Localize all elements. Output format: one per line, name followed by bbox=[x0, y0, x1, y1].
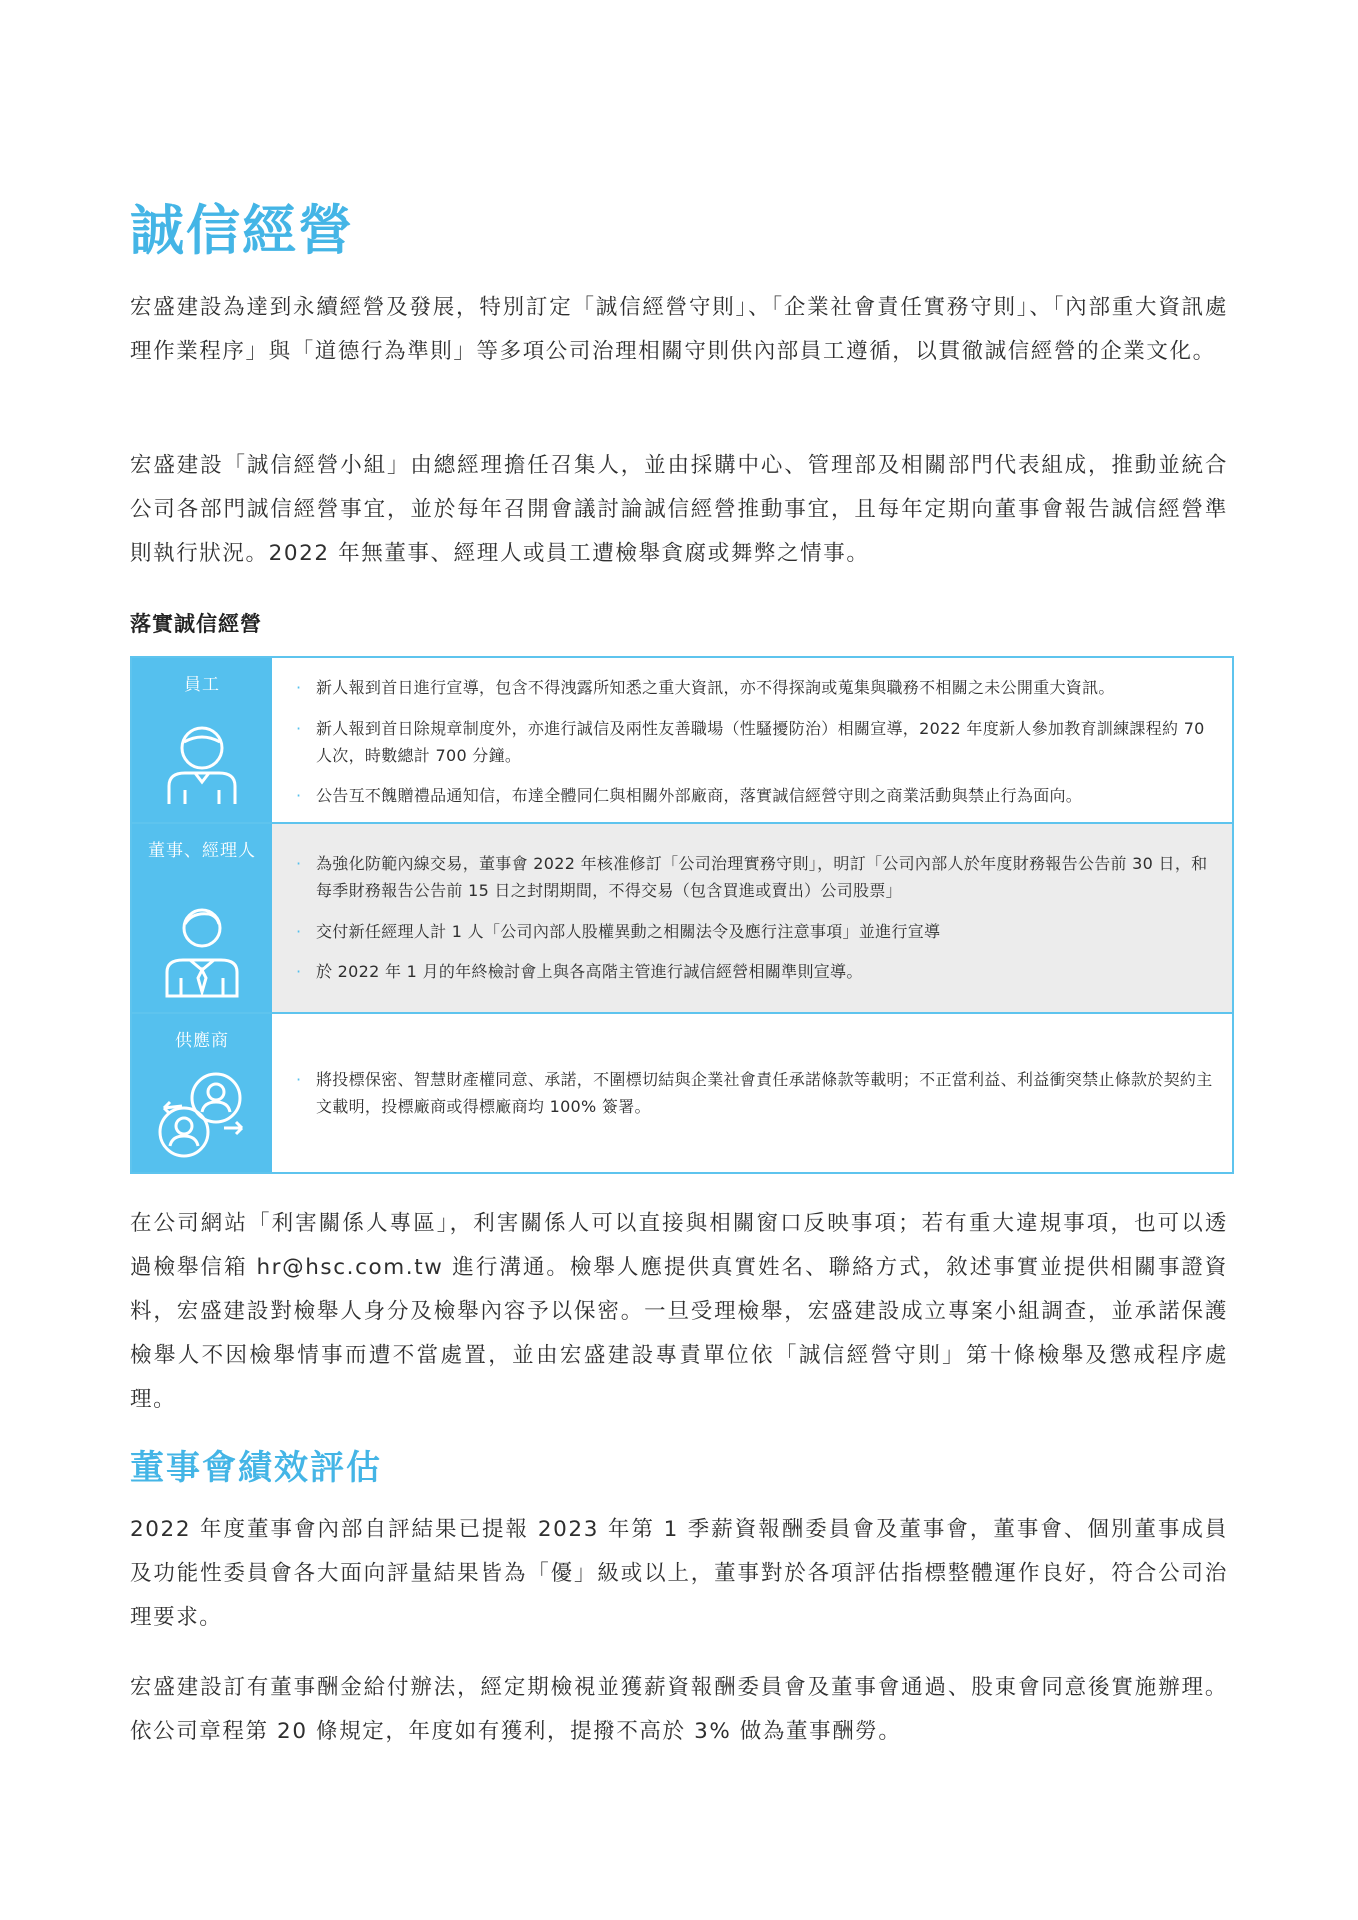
bullet-dot: · bbox=[296, 962, 302, 981]
row-label: 供應商 bbox=[175, 1031, 229, 1051]
bullet-dot: · bbox=[296, 1070, 302, 1089]
row-label-cell bbox=[132, 1014, 272, 1172]
manager-icon bbox=[157, 900, 247, 1000]
list-item: · 於 2022 年 1 月的年終檢討會上與各高階主管進行誠信經營相關準則宣導。 bbox=[294, 958, 1214, 985]
intro-paragraph: 宏盛建設為達到永續經營及發展，特別訂定「誠信經營守則」、「企業社會責任實務守則」、「內部重大資訊處理作業程序」與「道德行為準則」等多項公司治理相關守則供內部員工遵循，以貫徹誠信經營的企業文化。 bbox=[130, 295, 1228, 364]
supplier-exchange-icon bbox=[154, 1066, 250, 1162]
whistleblower-paragraph: 在公司網站「利害關係人專區」，利害關係人可以直接與相關窗口反映事項；若有重大違規事項，也可以透過檢舉信箱 hr@hsc.com.tw 進行溝通。檢舉人應提供真實姓名、聯絡方式，敘述事實並提供相關事證資料，宏盛建設對檢舉人身分及檢舉內容予以保密。一旦受理檢舉，宏盛建設成立專案小組調查，並承諾保護檢舉人不因檢舉情事而遭不當處置，並由宏盛建設專責單位依「誠信經營守則」第十條檢舉及懲戒程序處理。 bbox=[130, 1211, 1228, 1412]
list-item: · 為強化防範內線交易，董事會 2022 年核准修訂「公司治理實務守則」，明訂「公司內部人於年度財務報告公告前 30 日，和每季財務報告公告前 15 日之封閉期間，不得交易（包含買進或賣出）公司股票」 bbox=[294, 850, 1214, 904]
row-content bbox=[272, 658, 1232, 822]
section-title-board-evaluation: 董事會績效評估 bbox=[130, 1448, 382, 1488]
integrity-table bbox=[130, 656, 1234, 1174]
table-subheading: 落實誠信經營 bbox=[130, 612, 262, 636]
bullet-dot: · bbox=[296, 922, 302, 941]
list-item: · 新人報到首日除規章制度外，亦進行誠信及兩性友善職場（性騷擾防治）相關宣導，2022 年度新人參加教育訓練課程約 70 人次，時數總計 700 分鐘。 bbox=[294, 715, 1214, 769]
bullet-dot: · bbox=[296, 719, 302, 738]
row-label: 員工 bbox=[184, 675, 220, 695]
row-content bbox=[272, 1014, 1232, 1172]
list-item: · 公告互不餽贈禮品通知信，布達全體同仁與相關外部廠商，落實誠信經營守則之商業活動與禁止行為面向。 bbox=[294, 782, 1214, 809]
bullet-dot: · bbox=[296, 678, 302, 697]
row-label-cell bbox=[132, 824, 272, 1012]
row-label: 董事、經理人 bbox=[148, 841, 256, 861]
list-item: · 將投標保密、智慧財產權同意、承諾，不圍標切結與企業社會責任承諾條款等載明；不正當利益、利益衝突禁止條款於契約主文載明，投標廠商或得標廠商均 100% 簽署。 bbox=[294, 1066, 1214, 1120]
page-title: 誠信經營 bbox=[130, 199, 354, 262]
row-content bbox=[272, 824, 1232, 1012]
director-remuneration-paragraph: 宏盛建設訂有董事酬金給付辦法，經定期檢視並獲薪資報酬委員會及董事會通過、股東會同意後實施辦理。依公司章程第 20 條規定，年度如有獲利，提撥不高於 3% 做為董事酬勞。 bbox=[130, 1675, 1228, 1744]
employee-icon bbox=[157, 718, 247, 808]
bullet-dot: · bbox=[296, 786, 302, 805]
board-evaluation-paragraph: 2022 年度董事會內部自評結果已提報 2023 年第 1 季薪資報酬委員會及董事會，董事會、個別董事成員及功能性委員會各大面向評量結果皆為「優」級或以上，董事對於各項評估指標整體運作良好，符合公司治理要求。 bbox=[130, 1517, 1228, 1630]
committee-paragraph: 宏盛建設「誠信經營小組」由總經理擔任召集人，並由採購中心、管理部及相關部門代表組成，推動並統合公司各部門誠信經營事宜，並於每年召開會議討論誠信經營推動事宜，且每年定期向董事會報告誠信經營準則執行狀況。2022 年無董事、經理人或員工遭檢舉貪腐或舞弊之情事。 bbox=[130, 453, 1228, 566]
table-row-employees bbox=[132, 658, 1232, 824]
table-row-directors-managers bbox=[132, 824, 1232, 1014]
bullet-dot: · bbox=[296, 854, 302, 873]
row-label-cell bbox=[132, 658, 272, 822]
list-item: · 交付新任經理人計 1 人「公司內部人股權異動之相關法令及應行注意事項」並進行宣導 bbox=[294, 918, 1214, 945]
table-row-suppliers bbox=[132, 1014, 1232, 1172]
list-item: · 新人報到首日進行宣導，包含不得洩露所知悉之重大資訊，亦不得探詢或蒐集與職務不相關之未公開重大資訊。 bbox=[294, 674, 1214, 701]
